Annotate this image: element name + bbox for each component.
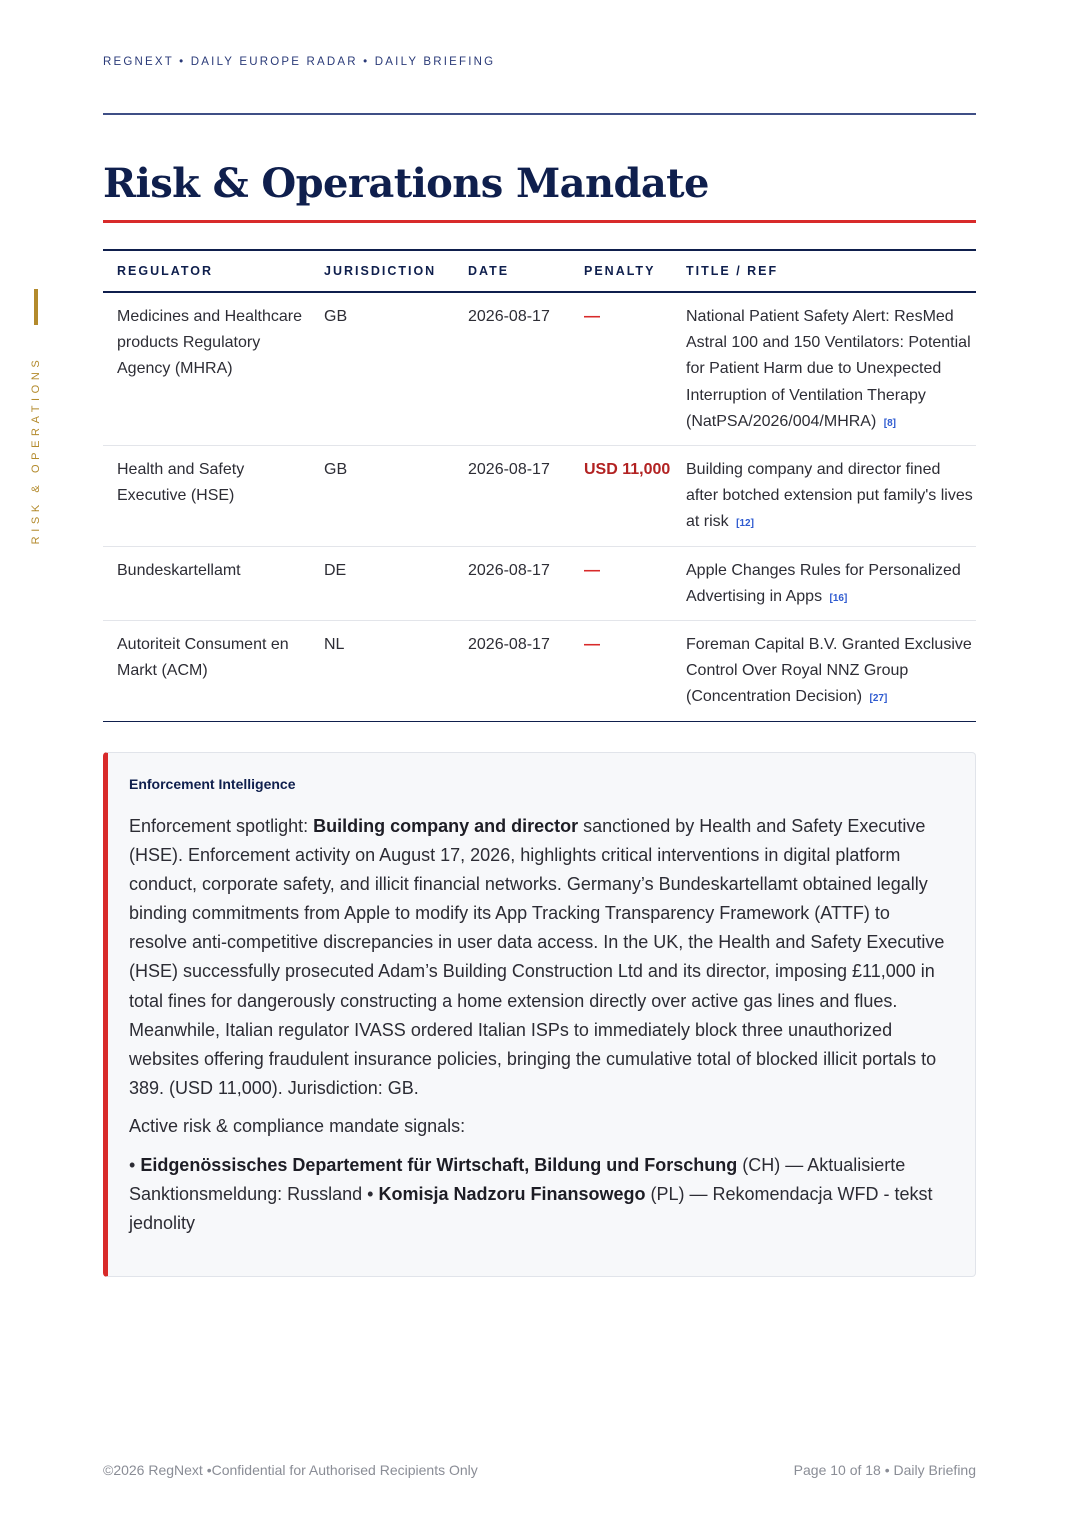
reference-link[interactable]: [8] (883, 417, 896, 429)
spotlight-prefix: Enforcement spotlight: (129, 816, 314, 836)
col-header-title-ref: TITLE / REF (672, 250, 976, 292)
cell-title (672, 446, 976, 547)
signals-list (129, 1151, 951, 1238)
table-row (103, 446, 976, 547)
signal-regulator: Komisja Nadzoru Finansowego (378, 1184, 646, 1205)
cell-regulator: Health and Safety Executive (HSE) (103, 446, 310, 547)
cell-date: 2026-08-17 (454, 546, 570, 620)
cell-penalty (570, 446, 672, 547)
title-text: Building company and director fined after botched extension put family's lives at risk (686, 461, 973, 531)
table-header-row (103, 250, 976, 292)
side-section-label: RISK & OPERATIONS (30, 355, 42, 545)
table-row (103, 292, 976, 446)
footer-page-info: Page 10 of 18 • Daily Briefing (793, 1462, 976, 1478)
cell-jurisdiction: GB (310, 446, 454, 547)
header-breadcrumb: REGNEXT • DAILY EUROPE RADAR • DAILY BRIEFING (103, 56, 496, 68)
spotlight-entity: Building company and director (313, 816, 579, 836)
table-row (103, 621, 976, 722)
reference-link[interactable]: [16] (829, 592, 848, 604)
panel-title: Enforcement Intelligence (129, 776, 296, 792)
reference-link[interactable]: [27] (869, 693, 888, 705)
spotlight-paragraph (129, 812, 951, 1103)
penalty-none: — (584, 561, 600, 579)
penalty-none: — (584, 308, 600, 325)
signal-bullet: • (129, 1155, 141, 1176)
signal-bullet: • (367, 1184, 379, 1205)
cell-penalty (570, 292, 672, 446)
title-text: Foreman Capital B.V. Granted Exclusive Control Over Royal NNZ Group (Concentration Decision) (686, 636, 972, 706)
title-underline (103, 220, 976, 223)
cell-date: 2026-08-17 (454, 446, 570, 547)
cell-jurisdiction: GB (310, 292, 454, 446)
col-header-date: DATE (454, 250, 570, 292)
footer-copyright: ©2026 RegNext •Confidential for Authorised Recipients Only (103, 1462, 478, 1478)
signal-detail: (CH) — Aktualisierte Sanktionsmeldung: Russland (129, 1155, 906, 1205)
cell-title (672, 546, 976, 620)
header-divider (103, 113, 976, 115)
spotlight-body: sanctioned by Health and Safety Executive (HSE). Enforcement activity on August 17, 2026, highlights critical interventions in digital platform conduct, corporate safety, and illicit financial networks. Germany’s Bundeskartellamt obtained legally binding commitments from Apple to modify its App Tracking Transparency Framework (ATTF) to resolve anti-competitive discrepancies in user data access. In the UK, the Health and Safety Executive (HSE) successfully prosecuted Adam’s Building Construction Ltd and its director, imposing £11,000 in total fines for dangerously constructing a home extension directly over active gas lines and flues. Meanwhile, Italian regulator IVASS ordered Italian ISPs to immediately block three unauthorized websites offering fraudulent insurance policies, bringing the cumulative total of blocked illicit portals to 389. (USD 11,000). Jurisdiction: GB. (129, 816, 945, 1098)
cell-penalty (570, 546, 672, 620)
cell-penalty (570, 621, 672, 722)
regulator-table (103, 249, 976, 722)
cell-date: 2026-08-17 (454, 621, 570, 722)
cell-jurisdiction: NL (310, 621, 454, 722)
col-header-jurisdiction: JURISDICTION (310, 250, 454, 292)
side-accent-bar (34, 289, 38, 325)
cell-title (672, 292, 976, 446)
signal-regulator: Eidgenössisches Departement für Wirtschaft, Bildung und Forschung (140, 1155, 738, 1176)
penalty-none: — (584, 636, 600, 654)
signals-heading: Active risk & compliance mandate signals: (129, 1115, 466, 1136)
penalty-amount: USD 11,000 (584, 461, 671, 479)
cell-title (672, 621, 976, 722)
table-row (103, 546, 976, 620)
col-header-regulator: REGULATOR (103, 250, 310, 292)
reference-link[interactable]: [12] (736, 518, 754, 530)
signal-detail: (PL) — Rekomendacja WFD - tekst jednolity (129, 1184, 933, 1234)
title-text: National Patient Safety Alert: ResMed Astral 100 and 150 Ventilators: Potential for Patient Harm due to Unexpected Interruption of Ventilation Therapy (NatPSA/2026/004/MHRA) (686, 308, 971, 430)
cell-jurisdiction: DE (310, 546, 454, 620)
col-header-penalty: PENALTY (570, 250, 672, 292)
page-title: Risk & Operations Mandate (103, 160, 709, 207)
cell-regulator: Bundeskartellamt (103, 546, 310, 620)
cell-regulator: Medicines and Healthcare products Regulatory Agency (MHRA) (103, 292, 310, 446)
title-text: Apple Changes Rules for Personalized Advertising in Apps (686, 561, 961, 605)
enforcement-intelligence-panel (103, 752, 976, 1277)
cell-regulator: Autoriteit Consument en Markt (ACM) (103, 621, 310, 722)
cell-date: 2026-08-17 (454, 292, 570, 446)
